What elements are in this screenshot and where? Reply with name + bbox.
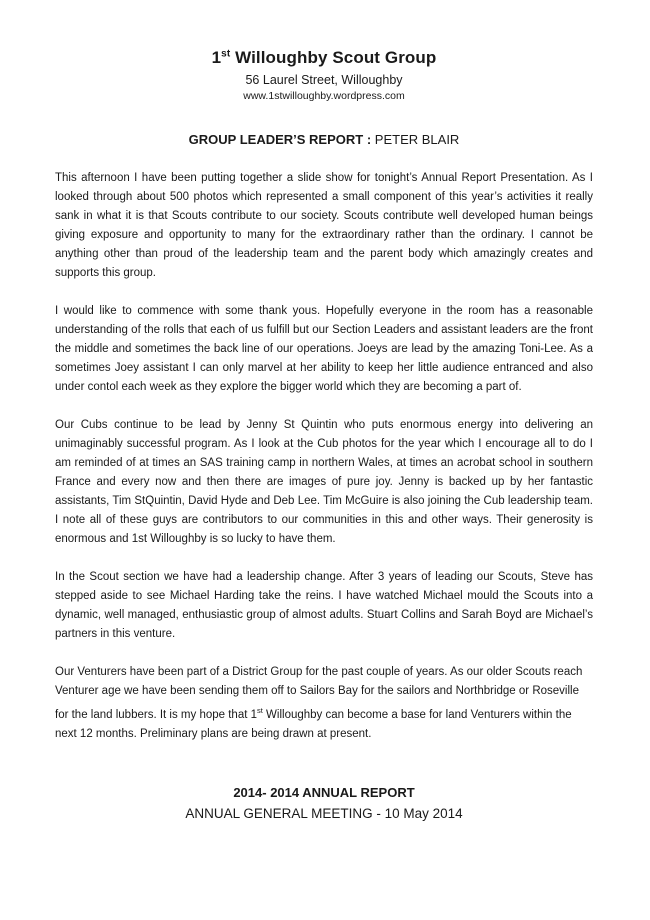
paragraph-3: Our Cubs continue to be lead by Jenny St Quintin who puts enormous energy into delivering an unimaginably successful program. As I look at the Cub photos for the year which I encourage all to do I am reminded of at times an SAS training camp in northern Wales, at times an acrobat school in southern France and every now and then there are images of pure joy. Jenny is backed up by her fantastic assistants, Tim StQuintin, David Hyde and Deb Lee. Tim McGuire is also joining the Cub leadership team. I note all of these guys are contributors to our communities in this and other ways. Their generosity is enormous and 1st Willoughby is so lucky to have them. (55, 419, 593, 545)
report-author: PETER BLAIR (374, 132, 460, 147)
paragraph-5-before: Our Venturers have been part of a District Group for the past couple of years. As our older Scouts reach Venturer age we have been sending them off to Sailors Bay for the sailors and Northbridge or Roseville for the land lubbers. It is my hope that 1 (55, 666, 583, 721)
paragraph-2: I would like to commence with some thank yous. Hopefully everyone in the room has a reasonable understanding of the rolls that each of us fulfill but our Section Leaders and assistant leaders are the front the middle and sometimes the back line of our operations. Joeys are lead by the amazing Toni-Lee. As a sometimes Joey assistant I can only marvel at her ability to keep her little audience entranced and also under contol each week as they explore the bigger world which they are becoming a part of. (55, 305, 593, 393)
website-line: www.1stwilloughby.wordpress.com (243, 90, 405, 102)
paragraph-5-superscript: st (257, 706, 263, 715)
document-title (55, 48, 593, 68)
title-prefix: 1 (211, 48, 222, 67)
report-heading-label: GROUP LEADER’S REPORT : (188, 132, 372, 147)
report-heading (55, 132, 593, 147)
footer-meeting-line: ANNUAL GENERAL MEETING - 10 May 2014 (185, 805, 463, 821)
title-superscript: st (221, 48, 231, 60)
document-footer (55, 785, 593, 821)
paragraph-5 (55, 663, 593, 744)
title-rest: Willoughby Scout Group (230, 48, 437, 67)
paragraph-4: In the Scout section we have had a leadership change. After 3 years of leading our Scouts, Steve has stepped aside to see Michael Harding take the reins. I have watched Michael mould the Scouts into a dynamic, well managed, enthusiastic group of almost adults. Stuart Collins and Sarah Boyd are Michael’s partners in this venture. (55, 571, 593, 640)
document-header (55, 48, 593, 102)
paragraph-1: This afternoon I have been putting together a slide show for tonight’s Annual Report Presentation. As I looked through about 500 photos which represented a small component of this year’s activities it really sank in what it is that Scouts contribute to our society. Scouts contribute well developed human beings giving exposure and opportunity to many for the extraordinary rather than the ordinary. I cannot be anything other than proud of the leadership team and the parent body which amazingly creates and supports this group. (55, 172, 593, 279)
address-line: 56 Laurel Street, Willoughby (245, 73, 403, 87)
footer-report-title: 2014- 2014 ANNUAL REPORT (233, 784, 415, 800)
paragraph-5-after: Willoughby can become a base for land Venturers within the next 12 months. Preliminary plans are being drawn at present. (55, 708, 572, 740)
report-body (55, 169, 593, 744)
